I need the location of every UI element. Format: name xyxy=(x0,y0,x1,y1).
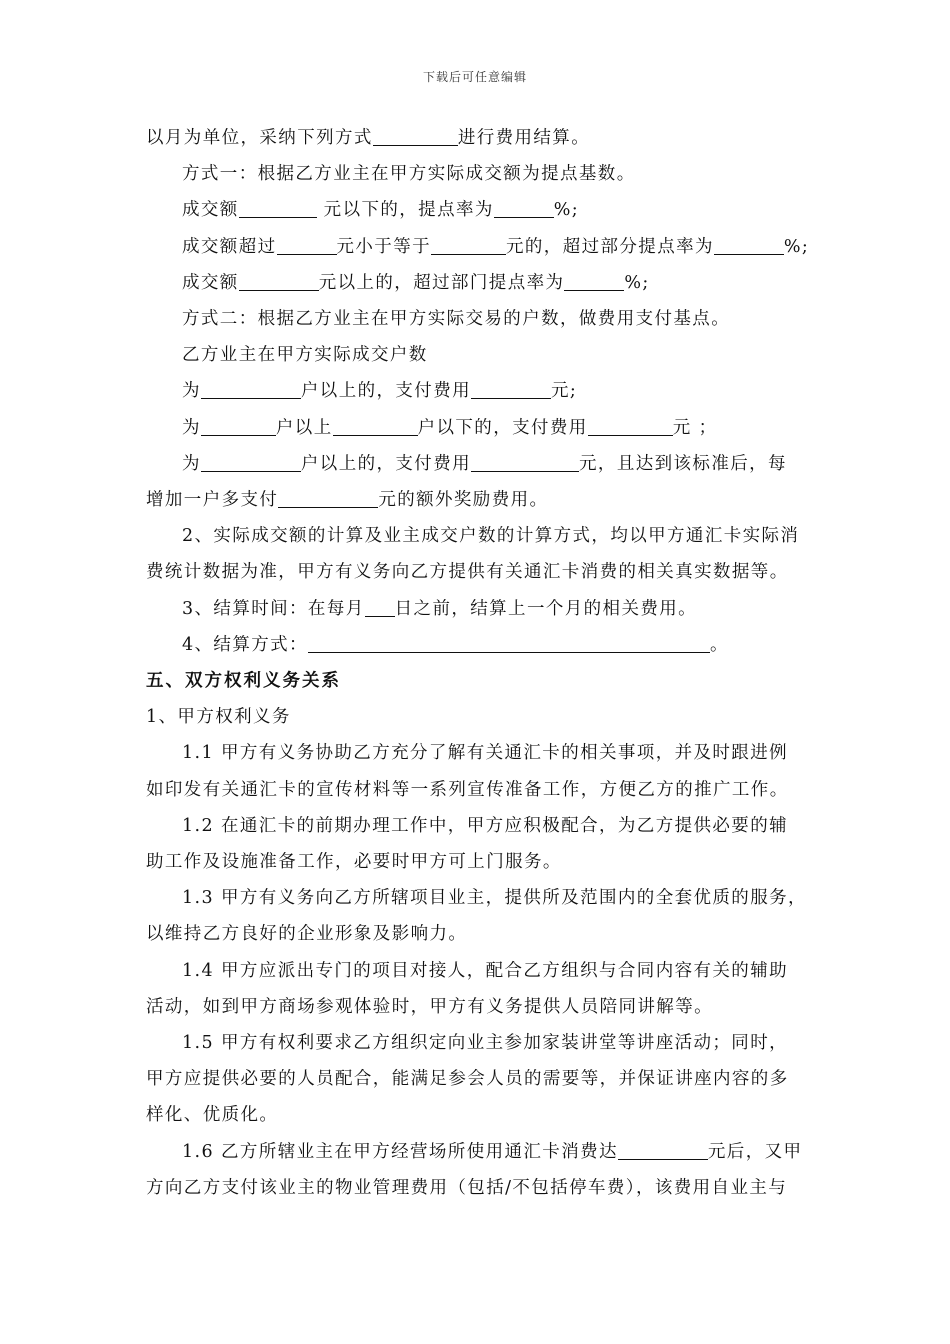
calculation-paragraph-line-2: 费统计数据为准，甲方有义务向乙方提供有关通汇卡消费的相关真实数据等。 xyxy=(146,562,789,583)
text: 日之前，结算上一个月的相关费用。 xyxy=(394,598,698,619)
text: 户以上 xyxy=(275,417,333,438)
clause-1-3-line-1: 1.3 甲方有义务向乙方所辖项目业主，提供所及范围内的全套优质的服务， xyxy=(182,888,807,909)
fee-blank[interactable] xyxy=(471,376,551,399)
clause-1-1-line-1: 1.1 甲方有义务协助乙方充分了解有关通汇卡的相关事项，并及时跟进例 xyxy=(182,743,788,764)
fee-blank[interactable] xyxy=(588,413,673,436)
rate-blank[interactable] xyxy=(564,268,624,291)
amount-blank[interactable] xyxy=(239,195,317,218)
settlement-time-line xyxy=(146,591,818,627)
clause-1-5-line-1: 1.5 甲方有权利要求乙方组织定向业主参加家装讲堂等讲座活动；同时， xyxy=(182,1033,788,1054)
text: 成交额超过 xyxy=(182,236,277,257)
text: 为 xyxy=(182,417,201,438)
clause-1-1-line-2: 如印发有关通汇卡的宣传材料等一系列宣传准备工作，方便乙方的推广工作。 xyxy=(146,779,789,800)
clause-1-6-line-1 xyxy=(146,1134,818,1170)
text: 户以上的，支付费用 xyxy=(300,453,472,474)
tier-1-line xyxy=(146,192,818,228)
text: 3、结算时间：在每月 xyxy=(182,598,365,619)
text: 元以上的，超过部门提点率为 xyxy=(318,272,565,293)
text: 元的，超过部分提点率为 xyxy=(506,236,714,257)
calculation-paragraph-line-1: 2、实际成交额的计算及业主成交户数的计算方式，均以甲方通汇卡实际消 xyxy=(182,526,800,547)
household-tier-2-line xyxy=(146,410,818,446)
text: 户以上的，支付费用 xyxy=(300,381,472,402)
households-line: 乙方业主在甲方实际成交户数 xyxy=(182,345,428,366)
amount-blank[interactable] xyxy=(239,268,319,291)
text: 户以下的，支付费用 xyxy=(417,417,588,438)
clause-1-5-line-2: 甲方应提供必要的人员配合，能满足参会人员的需要等，并保证讲座内容的多 xyxy=(146,1069,789,1090)
text: 进行费用结算。 xyxy=(457,128,591,148)
text: 元，且达到该标准后，每 xyxy=(579,453,787,474)
household-tier-3-line xyxy=(146,446,818,482)
text: 成交额 xyxy=(182,272,239,293)
clause-1-4-line-1: 1.4 甲方应派出专门的项目对接人，配合乙方组织与合同内容有关的辅助 xyxy=(182,960,788,981)
clause-1-4-line-2: 活动，如到甲方商场参观体验时，甲方有义务提供人员陪同讲解等。 xyxy=(146,996,713,1017)
tier-2-line xyxy=(146,229,818,265)
method-one-line: 方式一：根据乙方业主在甲方实际成交额为提点基数。 xyxy=(182,164,636,185)
text: 元小于等于 xyxy=(336,236,431,257)
bonus-line xyxy=(146,482,818,518)
clause-1-2-line-1: 1.2 在通汇卡的前期办理工作中，甲方应积极配合，为乙方提供必要的辅 xyxy=(182,815,788,836)
households-lower-blank[interactable] xyxy=(201,413,276,436)
settlement-way-line xyxy=(146,627,818,663)
text: 元以下的，提点率为 xyxy=(316,200,494,221)
text: 元 ； xyxy=(672,417,718,438)
method-two-line: 方式二：根据乙方业主在甲方实际交易的户数，做费用支付基点。 xyxy=(182,309,731,330)
text: %; xyxy=(624,272,650,293)
clause-1-2-line-2: 助工作及设施准备工作，必要时甲方可上门服务。 xyxy=(146,852,562,873)
tier-3-line xyxy=(146,265,818,301)
settlement-way-blank[interactable] xyxy=(308,630,710,653)
text: 增加一户多支付 xyxy=(146,490,279,511)
amount-lower-blank[interactable] xyxy=(277,232,337,255)
fee-blank[interactable] xyxy=(471,449,579,472)
text: 元的额外奖励费用。 xyxy=(378,490,549,511)
settlement-method-line xyxy=(146,120,818,156)
text: %; xyxy=(783,236,810,257)
household-tier-1-line xyxy=(146,373,818,409)
rate-blank[interactable] xyxy=(494,195,554,218)
clause-1-5-line-3: 样化、优质化。 xyxy=(146,1105,279,1126)
method-blank[interactable] xyxy=(373,123,458,146)
text: 为 xyxy=(182,453,201,474)
page-header-note: 下载后可任意编辑 xyxy=(422,70,527,84)
households-blank[interactable] xyxy=(201,449,301,472)
text: 1.6 乙方所辖业主在甲方经营场所使用通汇卡消费达 xyxy=(182,1141,618,1162)
rate-blank[interactable] xyxy=(714,232,784,255)
day-blank[interactable] xyxy=(365,594,395,617)
households-upper-blank[interactable] xyxy=(333,413,418,436)
text: 为 xyxy=(182,381,201,402)
section-five-heading: 五、双方权利义务关系 xyxy=(146,671,341,692)
amount-upper-blank[interactable] xyxy=(431,232,506,255)
contract-document xyxy=(146,120,818,1206)
text: 元后，又甲 xyxy=(707,1141,803,1162)
text: 4、结算方式： xyxy=(182,634,308,655)
households-blank[interactable] xyxy=(201,376,301,399)
text: 。 xyxy=(709,634,729,655)
text: %; xyxy=(553,200,580,221)
bonus-blank[interactable] xyxy=(278,485,378,508)
text: 成交额 xyxy=(182,200,239,221)
clause-1-3-line-2: 以维持乙方良好的企业形象及影响力。 xyxy=(146,924,468,945)
party-a-subheading: 1、甲方权利义务 xyxy=(146,707,291,728)
text: 元; xyxy=(551,381,578,402)
clause-1-6-line-2: 方向乙方支付该业主的物业管理费用（包括/不包括停车费），该费用自业主与 xyxy=(146,1177,788,1198)
text: 以月为单位，采纳下列方式 xyxy=(146,128,373,148)
consumption-blank[interactable] xyxy=(618,1137,708,1160)
